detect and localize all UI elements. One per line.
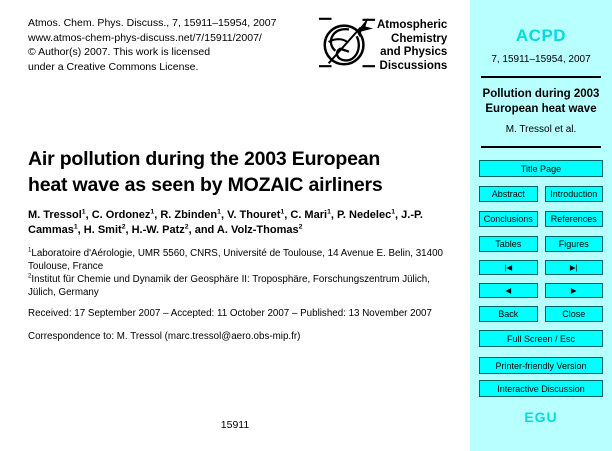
journal-name-line: Discussions (379, 59, 448, 72)
sidebar-paper-title-line-2: European heat wave (485, 102, 597, 115)
title-page-button[interactable]: Title Page (479, 160, 603, 177)
article-title-line-1: Air pollution during the 2003 European (28, 148, 381, 170)
affiliation: $^1$Laboratoire d'Aérologie, UMR 5560, CNRS, Université de Toulouse, 14 Avenue E. Belin, 31400 Toulouse, France (28, 247, 443, 272)
page-number: 15911 (220, 419, 250, 431)
article-title-line-2: heat wave as seen by MOZAIC airliners (28, 174, 383, 196)
interactive-discussion-button[interactable]: Interactive Discussion (479, 380, 603, 397)
back-button[interactable]: Back (479, 306, 538, 322)
affiliation: $^2$Institut für Chemie und Dynamik der Geosphäre II: Troposphäre, Forschungszentrum Jülich, Jülich, Germany (28, 273, 430, 298)
last-page-button[interactable]: ▶| (545, 260, 604, 275)
journal-name-line: Atmospheric (377, 19, 448, 31)
correspondence-line: Correspondence to: M. Tressol (marc.tressol@aero.obs-mip.fr) (28, 331, 301, 342)
first-page-button[interactable]: |◀ (479, 260, 538, 275)
journal-citation: Atmos. Chem. Phys. Discuss., 7, 15911–15954, 2007 (28, 17, 277, 29)
authors-line: M. Tressol$^1$, C. Ordonez$^1$, R. Zbinden$^1$, V. Thouret$^1$, C. Mari$^1$, P. Nedelec$^1$, J.-P. Cammas$^1$, H. Smit$^2$, H.-W. Patz$^2$, and A. Volz-Thomas$^2$ (28, 208, 423, 236)
references-button[interactable]: References (545, 211, 604, 227)
sidebar-citation: 7, 15911–15954, 2007 (491, 54, 591, 65)
egu-globe-airplane-logo (317, 13, 377, 73)
sidebar-divider (481, 76, 601, 78)
next-page-button[interactable]: ▶ (545, 283, 604, 298)
journal-url[interactable]: www.atmos-chem-phys-discuss.net/7/15911/2007/ (28, 31, 262, 44)
sidebar-paper-authors: M. Tressol et al. (505, 124, 577, 135)
figures-button[interactable]: Figures (545, 236, 604, 252)
journal-name-block (377, 13, 447, 73)
introduction-button[interactable]: Introduction (545, 186, 604, 202)
prev-page-button[interactable]: ◀ (479, 283, 538, 298)
acpd-sidebar (470, 0, 612, 451)
journal-name-line: and Physics (380, 46, 448, 58)
sidebar-divider (481, 146, 601, 148)
conclusions-button[interactable]: Conclusions (479, 211, 538, 227)
egu-wordmark: EGU (524, 409, 558, 425)
license-line-1: © Author(s) 2007. This work is licensed (28, 46, 211, 59)
affiliations-block (28, 247, 456, 299)
abstract-button[interactable]: Abstract (479, 186, 538, 202)
article-title (28, 146, 383, 198)
journal-logo (317, 13, 448, 73)
journal-citation-block (28, 16, 276, 74)
sidebar-journal-abbr: ACPD (515, 26, 567, 45)
sidebar-paper-title-line-1: Pollution during 2003 (482, 88, 600, 100)
printer-friendly-button[interactable]: Printer-friendly Version (479, 357, 603, 374)
fullscreen-button[interactable]: Full Screen / Esc (479, 330, 603, 347)
journal-name-line: Chemistry (391, 32, 448, 45)
license-line-2: under a Creative Commons License. (28, 60, 199, 73)
close-button[interactable]: Close (545, 306, 604, 322)
tables-button[interactable]: Tables (479, 236, 538, 252)
sidebar-paper-title (479, 87, 603, 116)
dates-line: Received: 17 September 2007 – Accepted: 11 October 2007 – Published: 13 November 2007 (28, 308, 432, 319)
